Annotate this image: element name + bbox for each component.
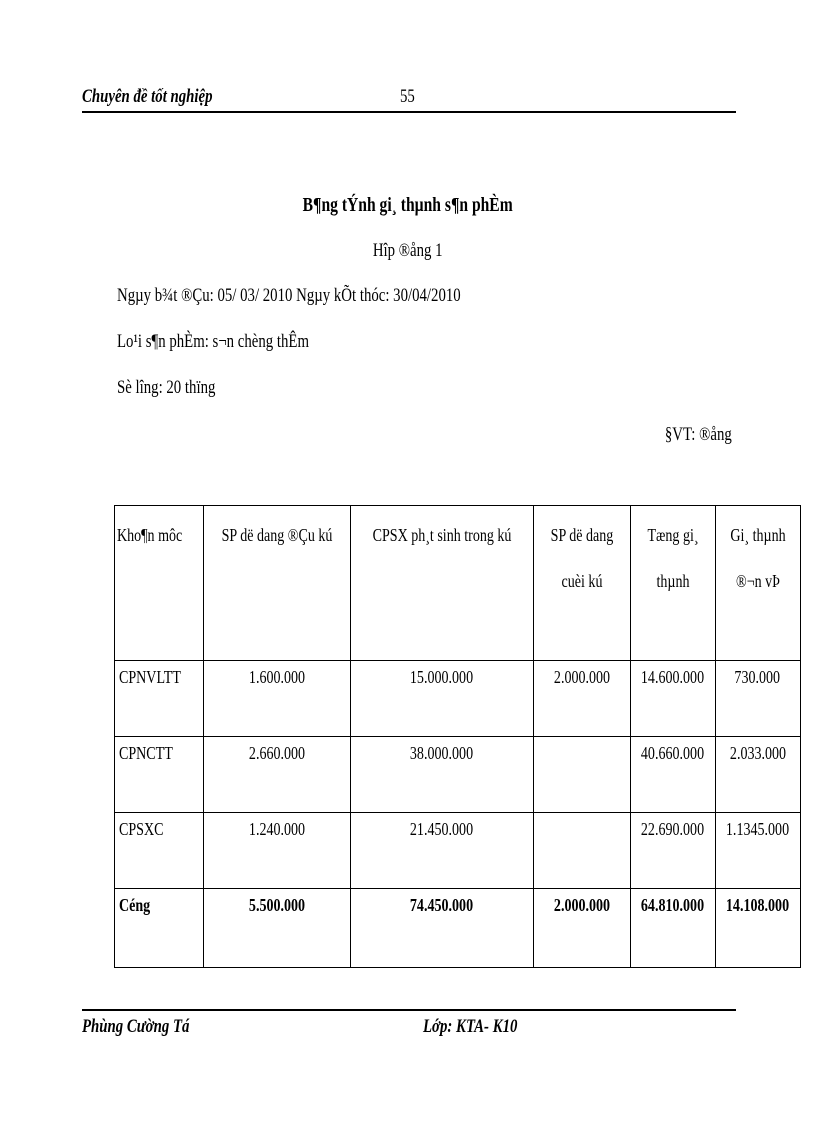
table-cell: 1.240.000 (203, 813, 350, 889)
table-cell: 14.600.000 (630, 661, 715, 737)
header-cell: SP dë dang cuèi kú (533, 506, 630, 661)
table-row (115, 661, 801, 737)
table-cell: 5.500.000 (203, 889, 350, 968)
footer-class: Lớp: KTA- K10 (423, 1016, 518, 1037)
table-cell: 1.1345.000 (715, 813, 800, 889)
table-cell: CPSXC (115, 813, 204, 889)
table-cell: CPNVLTT (115, 661, 204, 737)
table-cell: 2.033.000 (715, 737, 800, 813)
header-cell: SP dë dang ®Çu kú (203, 506, 350, 661)
table-cell: 38.000.000 (350, 737, 533, 813)
header-cell: Gi¸ thµnh ®¬n vÞ (715, 506, 800, 661)
table-cell (533, 813, 630, 889)
page-number: 55 (400, 86, 415, 107)
table-cell (533, 737, 630, 813)
currency-unit: §VT: ®ång (665, 424, 732, 445)
table-cell: 22.690.000 (630, 813, 715, 889)
table-cell: 74.450.000 (350, 889, 533, 968)
table-cell: CPNCTT (115, 737, 204, 813)
table-cell: 40.660.000 (630, 737, 715, 813)
table-cell: 2.000.000 (533, 889, 630, 968)
table-row (115, 737, 801, 813)
footer-author: Phùng Cường Tá (82, 1016, 190, 1037)
table-cell: 1.600.000 (203, 661, 350, 737)
table-cell: Céng (115, 889, 204, 968)
contract-subtitle: Hîp ®ång 1 (373, 240, 443, 261)
table-row (115, 813, 801, 889)
table-cell: 730.000 (715, 661, 800, 737)
header-cell: Tæng gi¸ thµnh (630, 506, 715, 661)
table-cell: 21.450.000 (350, 813, 533, 889)
header-divider (82, 111, 736, 113)
footer-divider (82, 1009, 736, 1011)
table-cell: 64.810.000 (630, 889, 715, 968)
table-cell: 15.000.000 (350, 661, 533, 737)
date-range-line: Ngµy b¾t ®Çu: 05/ 03/ 2010 Ngµy kÕt thóc: 30/04/2010 (117, 285, 461, 306)
header-cell: Kho¶n môc (115, 506, 204, 661)
header-document-title: Chuyên đề tốt nghiệp (82, 86, 213, 107)
quantity-line: Sè lîng: 20 thïng (117, 377, 216, 398)
product-type-line: Lo¹i s¶n phÈm: s¬n chèng thÊm (117, 331, 309, 352)
table-cell: 2.660.000 (203, 737, 350, 813)
table-cell: 14.108.000 (715, 889, 800, 968)
table-header-row (115, 506, 801, 661)
table-title: B¶ng tÝnh gi¸ thµnh s¶n phÈm (302, 194, 514, 216)
table-cell: 2.000.000 (533, 661, 630, 737)
cost-table (114, 505, 801, 968)
header-cell: CPSX ph¸t sinh trong kú (350, 506, 533, 661)
table-total-row (115, 889, 801, 968)
